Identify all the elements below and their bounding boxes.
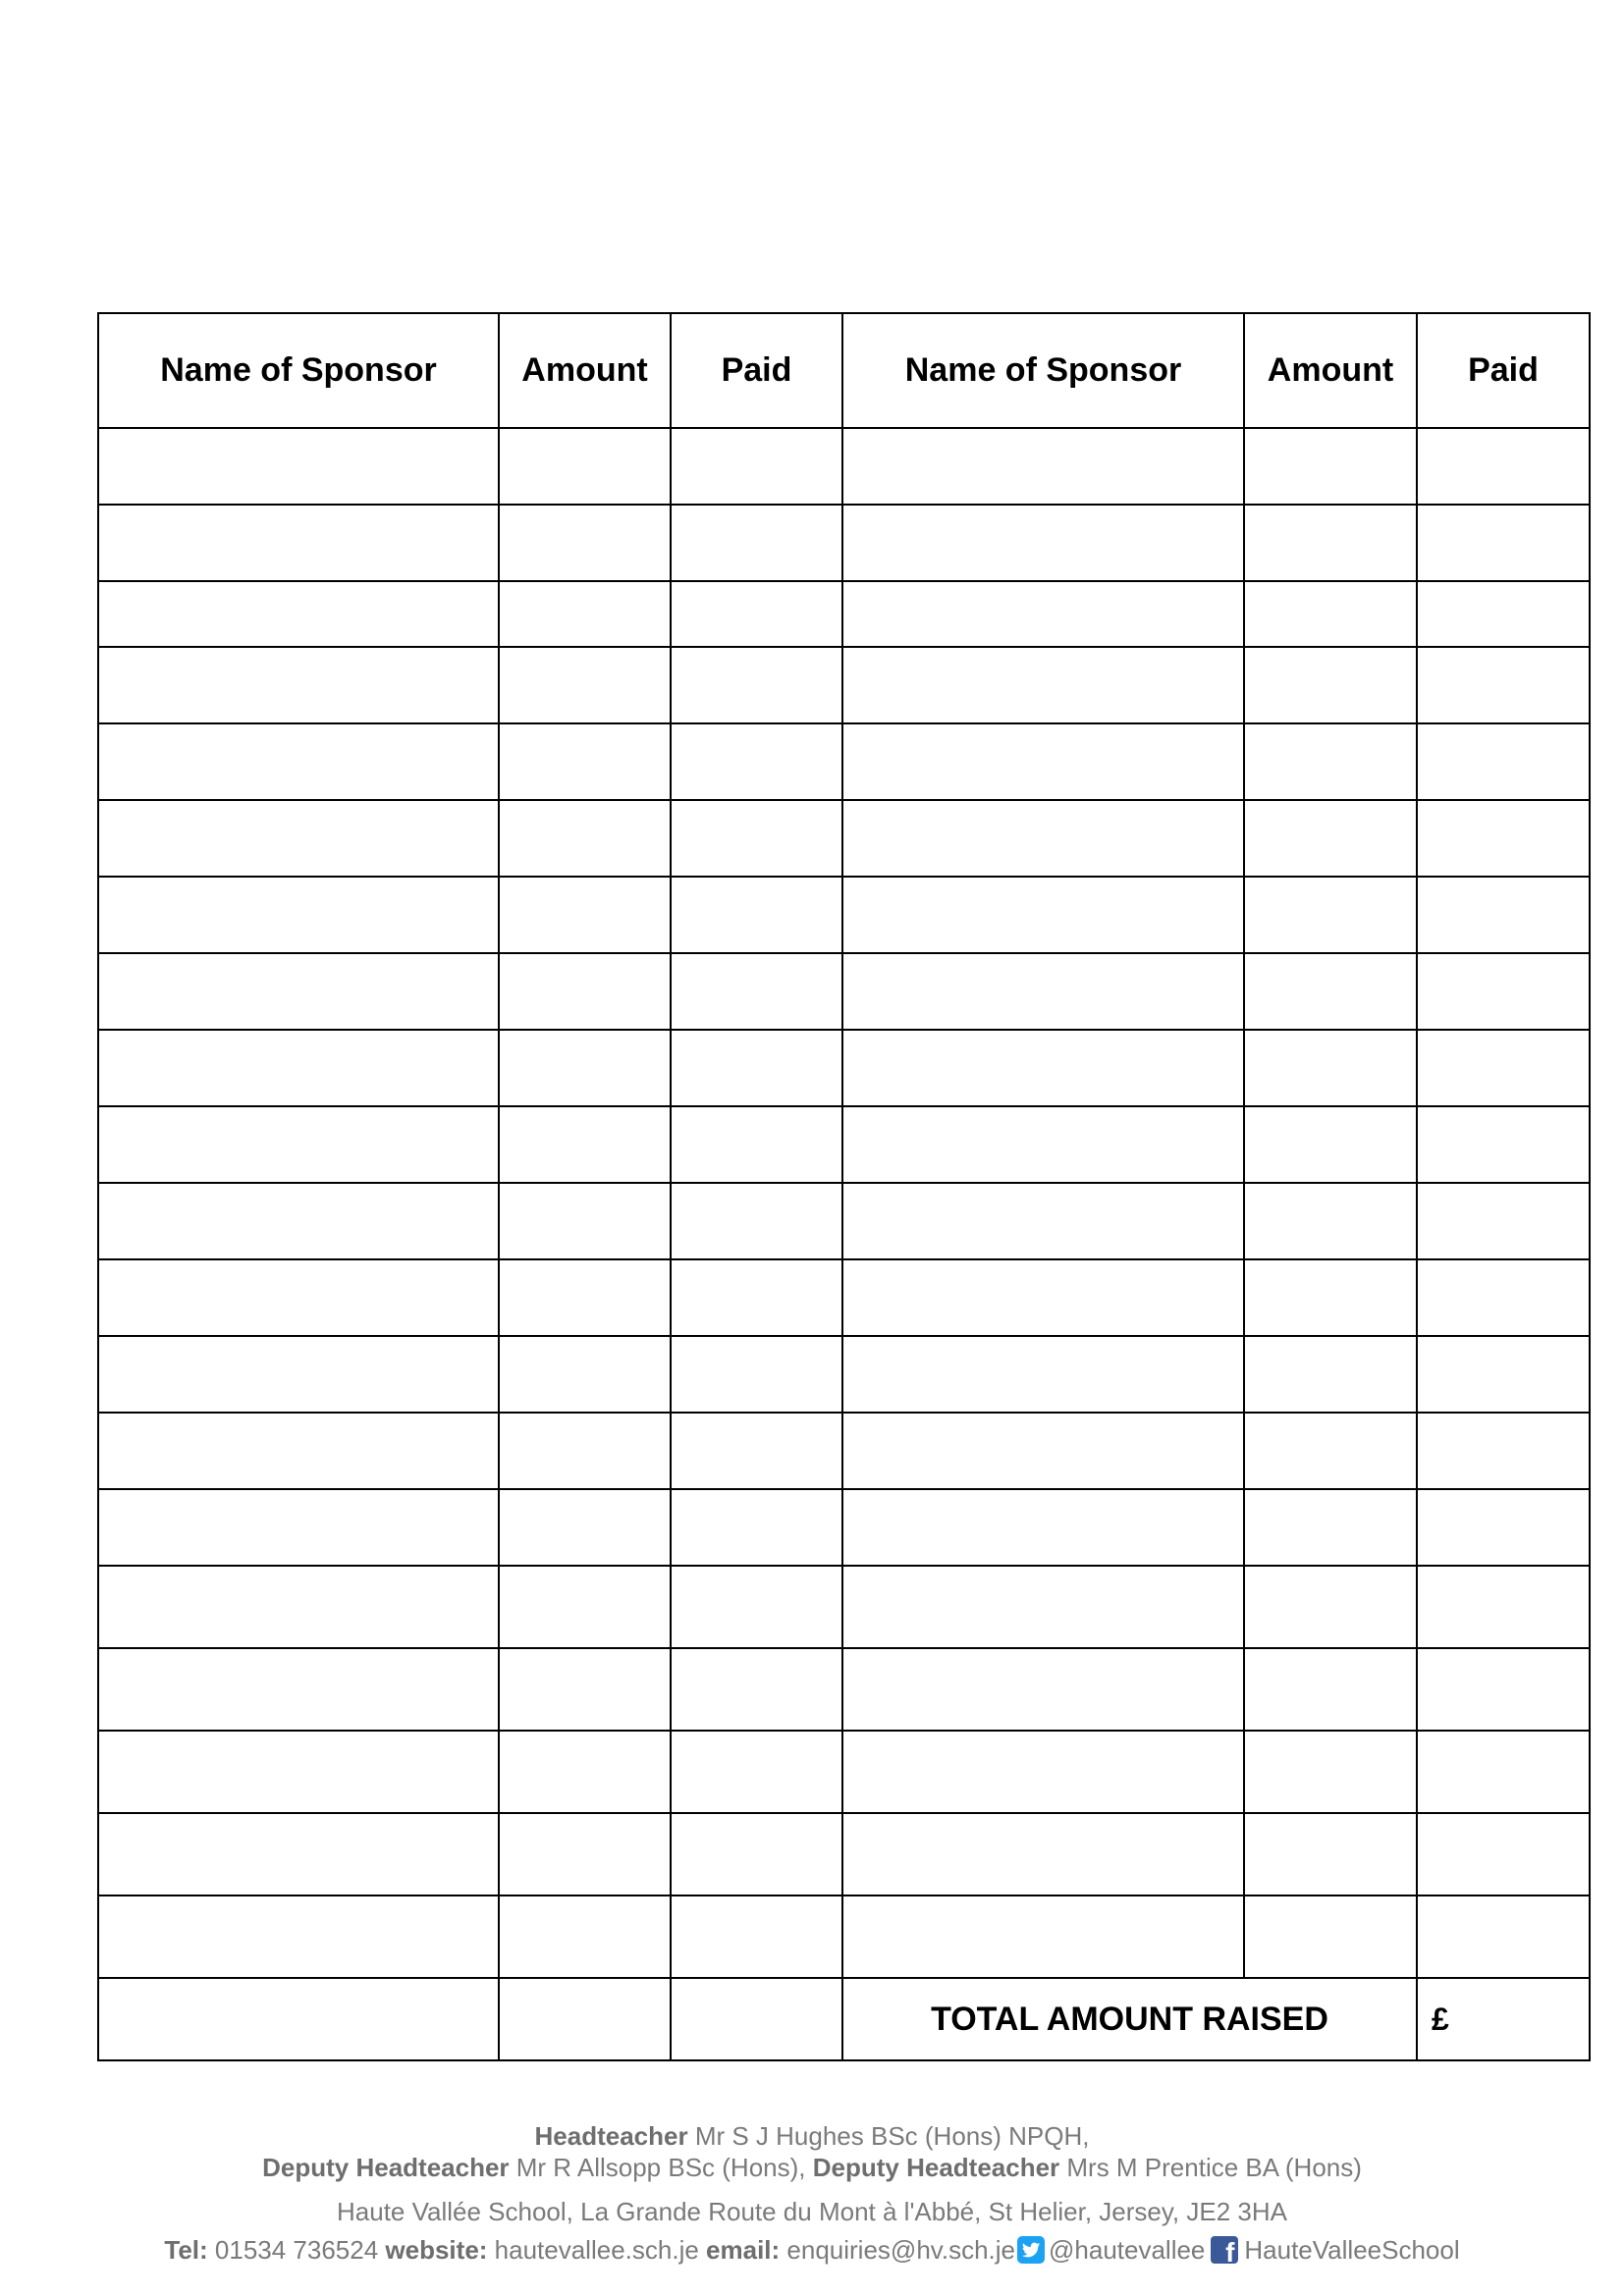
cell-amount-left[interactable] [499, 1336, 671, 1413]
table-row [98, 647, 1590, 723]
tel-label: Tel: [164, 2235, 208, 2265]
cell-paid-right[interactable] [1417, 1896, 1590, 1978]
cell-paid-right[interactable] [1417, 1731, 1590, 1813]
cell-name-left[interactable] [98, 1813, 499, 1896]
cell-paid-right[interactable] [1417, 1648, 1590, 1731]
cell-amount-right[interactable] [1244, 1731, 1417, 1813]
cell-amount-right[interactable] [1244, 1259, 1417, 1336]
cell-paid-right[interactable] [1417, 877, 1590, 953]
cell-name-right[interactable] [842, 877, 1244, 953]
table-row [98, 1731, 1590, 1813]
table-row [98, 1106, 1590, 1183]
cell-paid-right[interactable] [1417, 428, 1590, 505]
cell-name-left[interactable] [98, 1731, 499, 1813]
cell-paid-left[interactable] [671, 428, 842, 505]
table-row [98, 428, 1590, 505]
cell-amount-right[interactable] [1244, 877, 1417, 953]
table-row [98, 953, 1590, 1030]
cell-name-left[interactable] [98, 877, 499, 953]
cell-paid-right[interactable] [1417, 723, 1590, 800]
cell-paid-right[interactable] [1417, 1813, 1590, 1896]
cell-paid-right[interactable] [1417, 1183, 1590, 1259]
footer-headteacher-line [0, 2120, 1624, 2152]
cell-name-right[interactable] [842, 1489, 1244, 1566]
cell-amount-left[interactable] [499, 505, 671, 581]
twitter-icon [1017, 2236, 1045, 2264]
cell-name-right[interactable] [842, 1336, 1244, 1413]
cell-paid-right[interactable] [1417, 1106, 1590, 1183]
header-name-of-sponsor-right: Name of Sponsor [842, 313, 1244, 428]
tel-value: 01534 736524 [207, 2235, 386, 2265]
cell-paid-left[interactable] [671, 581, 842, 647]
header-amount-left: Amount [499, 313, 671, 428]
total-row [98, 1978, 1590, 2060]
cell-amount-left[interactable] [499, 1813, 671, 1896]
total-amount-raised-label: TOTAL AMOUNT RAISED [842, 1978, 1417, 2060]
header-row [98, 313, 1590, 428]
cell-name-left[interactable] [98, 1336, 499, 1413]
table-row [98, 581, 1590, 647]
cell-amount-left[interactable] [499, 647, 671, 723]
table-row [98, 1648, 1590, 1731]
cell-name-left[interactable] [98, 1183, 499, 1259]
cell-amount-right[interactable] [1244, 505, 1417, 581]
table-row [98, 1030, 1590, 1106]
table-row [98, 1813, 1590, 1896]
cell-paid-left[interactable] [671, 1030, 842, 1106]
cell-name-right[interactable] [842, 1566, 1244, 1648]
cell-amount-right[interactable] [1244, 581, 1417, 647]
cell-paid-left[interactable] [671, 800, 842, 877]
cell-name-right[interactable] [842, 953, 1244, 1030]
cell-amount-right[interactable] [1244, 1489, 1417, 1566]
cell-amount-left[interactable] [499, 1896, 671, 1978]
cell-paid-left[interactable] [671, 1566, 842, 1648]
sponsor-rows [98, 428, 1590, 1978]
facebook-page[interactable]: HauteValleeSchool [1244, 2235, 1460, 2265]
table-row [98, 505, 1590, 581]
cell-amount-right[interactable] [1244, 1648, 1417, 1731]
website-label: website: [385, 2235, 488, 2265]
cell-paid-left[interactable] [671, 953, 842, 1030]
cell-name-left[interactable] [98, 1259, 499, 1336]
cell-amount-left[interactable] [499, 1566, 671, 1648]
cell-amount-right[interactable] [1244, 1896, 1417, 1978]
cell-name-left[interactable] [98, 953, 499, 1030]
cell-amount-left[interactable] [499, 581, 671, 647]
header-paid-left: Paid [671, 313, 842, 428]
cell-amount-left[interactable] [499, 1731, 671, 1813]
cell-amount-right[interactable] [1244, 953, 1417, 1030]
cell-paid-left[interactable] [671, 505, 842, 581]
table-row [98, 1336, 1590, 1413]
cell-paid-left[interactable] [671, 1106, 842, 1183]
cell-paid-right[interactable] [1417, 800, 1590, 877]
deputy-headteacher-label-1: Deputy Headteacher [262, 2153, 510, 2182]
facebook-icon: f [1211, 2236, 1238, 2264]
cell-paid-right[interactable] [1417, 1413, 1590, 1489]
cell-amount-left[interactable] [499, 800, 671, 877]
cell-amount-right[interactable] [1244, 1030, 1417, 1106]
cell-amount-left[interactable] [499, 1030, 671, 1106]
cell-name-left[interactable] [98, 647, 499, 723]
table-row [98, 1183, 1590, 1259]
cell-paid-right[interactable] [1417, 953, 1590, 1030]
cell-name-right[interactable] [842, 581, 1244, 647]
cell-amount-right[interactable] [1244, 1106, 1417, 1183]
cell-amount-right[interactable] [1244, 1566, 1417, 1648]
cell-paid-left[interactable] [671, 1813, 842, 1896]
deputy-headteacher-name-1: Mr R Allsopp BSc (Hons), [509, 2153, 813, 2182]
table-row [98, 877, 1590, 953]
cell-name-left[interactable] [98, 1413, 499, 1489]
cell-amount-left[interactable] [499, 428, 671, 505]
cell-amount-left[interactable] [499, 1259, 671, 1336]
cell-amount-left[interactable] [499, 723, 671, 800]
cell-name-left[interactable] [98, 1106, 499, 1183]
cell-paid-left[interactable] [671, 877, 842, 953]
cell-paid-left[interactable] [671, 647, 842, 723]
deputy-headteacher-label-2: Deputy Headteacher [812, 2153, 1060, 2182]
cell-amount-right[interactable] [1244, 1813, 1417, 1896]
website-link[interactable]: hautevallee.sch.je [487, 2235, 707, 2265]
cell-amount-left[interactable] [499, 1183, 671, 1259]
cell-paid-right[interactable] [1417, 581, 1590, 647]
cell-name-left[interactable] [98, 1566, 499, 1648]
table-row [98, 800, 1590, 877]
table-row [98, 1896, 1590, 1978]
cell-name-right[interactable] [842, 505, 1244, 581]
cell-paid-right[interactable] [1417, 1030, 1590, 1106]
headteacher-label: Headteacher [534, 2121, 688, 2151]
cell-amount-left[interactable] [499, 1489, 671, 1566]
cell-name-left[interactable] [98, 1896, 499, 1978]
cell-name-right[interactable] [842, 1896, 1244, 1978]
total-row-empty-name[interactable] [98, 1978, 499, 2060]
cell-paid-left[interactable] [671, 1896, 842, 1978]
cell-paid-right[interactable] [1417, 1489, 1590, 1566]
cell-amount-left[interactable] [499, 877, 671, 953]
cell-name-right[interactable] [842, 1413, 1244, 1489]
cell-paid-right[interactable] [1417, 1566, 1590, 1648]
cell-name-right[interactable] [842, 1030, 1244, 1106]
header-name-of-sponsor-left: Name of Sponsor [98, 313, 499, 428]
cell-name-left[interactable] [98, 800, 499, 877]
total-amount-field[interactable] [1417, 1978, 1590, 2060]
table-row [98, 1489, 1590, 1566]
cell-name-right[interactable] [842, 1813, 1244, 1896]
email-label: email: [706, 2235, 781, 2265]
cell-name-left[interactable] [98, 1489, 499, 1566]
footer-deputy-line [0, 2152, 1624, 2183]
cell-paid-left[interactable] [671, 1183, 842, 1259]
cell-amount-right[interactable] [1244, 1413, 1417, 1489]
cell-amount-right[interactable] [1244, 800, 1417, 877]
cell-paid-right[interactable] [1417, 1259, 1590, 1336]
cell-amount-right[interactable] [1244, 428, 1417, 505]
cell-amount-left[interactable] [499, 1413, 671, 1489]
table-row [98, 1259, 1590, 1336]
sponsor-table [97, 312, 1591, 2061]
cell-name-right[interactable] [842, 1731, 1244, 1813]
cell-name-right[interactable] [842, 723, 1244, 800]
cell-amount-left[interactable] [499, 1648, 671, 1731]
cell-name-right[interactable] [842, 1183, 1244, 1259]
email-link[interactable]: enquiries@hv.sch.je [780, 2235, 1015, 2265]
footer-contact-line [0, 2234, 1624, 2266]
cell-paid-left[interactable] [671, 1336, 842, 1413]
cell-name-left[interactable] [98, 1648, 499, 1731]
total-row-empty-amount[interactable] [499, 1978, 671, 2060]
cell-name-right[interactable] [842, 428, 1244, 505]
cell-name-right[interactable] [842, 647, 1244, 723]
cell-name-left[interactable] [98, 1030, 499, 1106]
cell-name-left[interactable] [98, 581, 499, 647]
cell-name-right[interactable] [842, 800, 1244, 877]
cell-amount-right[interactable] [1244, 647, 1417, 723]
cell-paid-left[interactable] [671, 1648, 842, 1731]
header-paid-right: Paid [1417, 313, 1590, 428]
cell-paid-left[interactable] [671, 1259, 842, 1336]
table-row [98, 1566, 1590, 1648]
twitter-handle[interactable]: @hautevallee [1049, 2235, 1206, 2265]
cell-amount-right[interactable] [1244, 1183, 1417, 1259]
cell-paid-right[interactable] [1417, 647, 1590, 723]
cell-name-right[interactable] [842, 1106, 1244, 1183]
table-row [98, 1413, 1590, 1489]
cell-name-left[interactable] [98, 505, 499, 581]
cell-amount-left[interactable] [499, 1106, 671, 1183]
headteacher-name: Mr S J Hughes BSc (Hons) NPQH, [687, 2121, 1090, 2151]
total-row-empty-paid[interactable] [671, 1978, 842, 2060]
footer-address: Haute Vallée School, La Grande Route du Mont à l'Abbé, St Helier, Jersey, JE2 3HA [337, 2197, 1287, 2226]
cell-amount-right[interactable] [1244, 1336, 1417, 1413]
cell-paid-right[interactable] [1417, 1336, 1590, 1413]
cell-paid-left[interactable] [671, 1413, 842, 1489]
cell-amount-left[interactable] [499, 953, 671, 1030]
header-amount-right: Amount [1244, 313, 1417, 428]
deputy-headteacher-name-2: Mrs M Prentice BA (Hons) [1059, 2153, 1362, 2182]
cell-paid-left[interactable] [671, 1731, 842, 1813]
cell-name-right[interactable] [842, 1648, 1244, 1731]
cell-paid-left[interactable] [671, 1489, 842, 1566]
cell-name-left[interactable] [98, 723, 499, 800]
cell-paid-right[interactable] [1417, 505, 1590, 581]
table-row [98, 723, 1590, 800]
cell-amount-right[interactable] [1244, 723, 1417, 800]
cell-name-right[interactable] [842, 1259, 1244, 1336]
cell-name-left[interactable] [98, 428, 499, 505]
currency-symbol: £ [1432, 2001, 1449, 2037]
cell-paid-left[interactable] [671, 723, 842, 800]
